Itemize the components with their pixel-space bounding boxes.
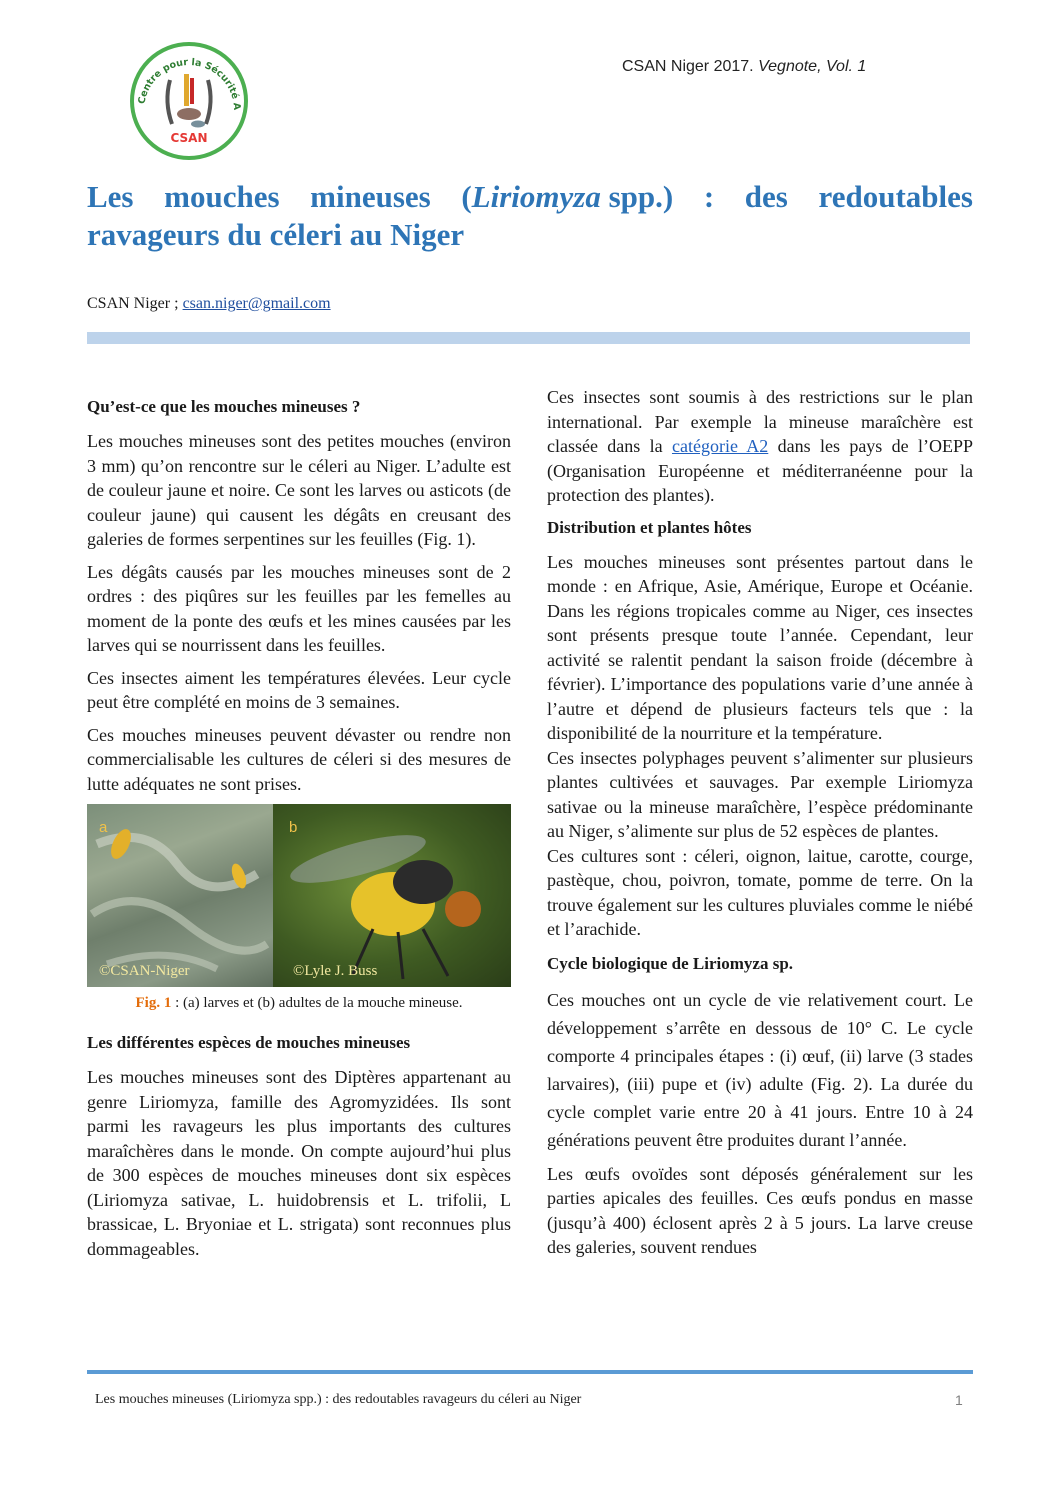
photo-letter-b: b (289, 819, 298, 836)
running-footer: Les mouches mineuses (Liriomyza spp.) : des redoutables ravageurs du céleri au Niger (95, 1392, 582, 1407)
category-a2-link[interactable]: catégorie A2 (671, 436, 769, 456)
paragraph: Les œufs ovoïdes sont déposés généralement sur les parties apicales des feuilles. Ces œufs pondus en masse (jusqu’à 400) éclosent après 2 à 5 jours. La larve creuse des galeries, souvent rendues (547, 1163, 973, 1257)
figure-caption: Fig. 1 : (a) larves et (b) adultes de la mouche mineuse. (135, 995, 463, 1011)
left-column (87, 395, 511, 1269)
photo-credit-a: ©CSAN-Niger (99, 962, 190, 979)
section-heading-species: Les différentes espèces de mouches mineuses (87, 1033, 411, 1052)
paragraph: Les mouches mineuses sont des petites mouches (environ 3 mm) qu’on rencontre sur le céleri au Niger. L’adulte est de couleur jaune et noire. Ce sont les larves ou asticots (de couleur jaune) qui causent les dégâts en creusant des galeries de formes serpentines sur les feuilles (Fig. 1). (87, 431, 511, 549)
photo-credit-b: ©Lyle J. Buss (293, 962, 378, 979)
author-email-link[interactable]: csan.niger@gmail.com (182, 295, 331, 312)
header-divider (87, 332, 970, 344)
author-name: CSAN Niger ; (87, 295, 183, 312)
paragraph: Ces insectes polyphages peuvent s’alimenter sur plusieurs plantes cultivées et sauvages. Par exemple Liriomyza sativae ou la mineuse maraîchère, l’espèce prédominante au Niger, s’alimente sur plus de 52 espèces de plantes. (547, 747, 973, 841)
paragraph: Ces insectes sont soumis à des restrictions sur le plan international. Par exemple la mineuse maraîchère est classée dans la catégorie A2 dans les pays de l’OEPP (Organisation Européenne et méditerranéenne pour la protection des plantes). (547, 387, 973, 505)
photo-letter-a: a (99, 819, 108, 836)
author-line (87, 295, 331, 313)
paragraph: Ces mouches mineuses peuvent dévaster ou rendre non commercialisable les cultures de céleri si des mesures de lutte adéquates ne sont prises. (87, 724, 511, 794)
figure-1 (87, 804, 511, 987)
footer-divider (87, 1370, 973, 1374)
larvae-photo (87, 804, 273, 987)
csan-logo (128, 40, 250, 162)
adult-fly-photo (273, 804, 511, 987)
logo-arc-text: Centre pour la Sécurité A (136, 56, 243, 111)
section-heading-what-are: Qu’est-ce que les mouches mineuses ? (87, 397, 361, 416)
paragraph: Ces insectes aiment les températures élevées. Leur cycle peut être complété en moins de 3 semaines. (87, 667, 511, 712)
paragraph: Les mouches mineuses sont présentes partout dans le monde : en Afrique, Asie, Amérique, Europe et Océanie. Dans les régions tropicales comme au Niger, ces insectes sont présents presque toute l’année. Cependant, leur activité se ralentit pendant la saison froide (décembre à février). L’importance des populations varie d’une année à l’autre et dépend de plusieurs facteurs tels que : la disponibilité de la nourriture et la température. (547, 551, 973, 743)
section-heading-distribution: Distribution et plantes hôtes (547, 517, 752, 537)
logo-name: CSAN (170, 131, 208, 145)
paragraph: Ces cultures sont : céleri, oignon, laitue, carotte, courge, pastèque, chou, poivron, tomate, pomme de terre. On la trouve également sur les cultures pluviales comme le niébé et l’arachide. (547, 845, 973, 939)
right-column (547, 385, 973, 1268)
journal-reference: CSAN Niger 2017. Vegnote, Vol. 1 (622, 58, 867, 75)
paragraph: Ces mouches ont un cycle de vie relativement court. Le développement s’arrête en dessous de 10° C. Le cycle comporte 4 principales étapes : (i) œuf, (ii) larve (3 stades larvaires), (iii) pupe et (iv) adulte (Fig. 2). La durée du cycle complet varie entre 20 à 41 jours. Entre 10 à 24 générations peuvent être produites durant l’année. (547, 989, 973, 1150)
section-heading-cycle: Cycle biologique de Liriomyza sp. (547, 953, 794, 973)
paragraph: Les mouches mineuses sont des Diptères appartenant au genre Liriomyza, famille des Agromyzidées. Ils sont parmi les ravageurs les plus importants des cultures maraîchères dans le monde. On compte aujourd’hui plus de 300 espèces de mouches mineuses dont six espèces (Liriomyza sativae, L. huidobrensis et L. trifolii, L brassicae, L. Bryoniae et L. strigata) sont reconnues plus dommageables. (87, 1067, 511, 1259)
paragraph: Les dégâts causés par les mouches mineuses sont de 2 ordres : des piqûres sur les feuilles par les femelles au moment de la ponte des œufs et les mines causées par les larves qui se nourrissent dans les feuilles. (87, 561, 511, 655)
page-number: 1 (955, 1392, 963, 1408)
document-title: Les mouches mineuses (Liriomyza spp.) : des redoutables ravageurs du céleri au Niger (87, 179, 973, 252)
